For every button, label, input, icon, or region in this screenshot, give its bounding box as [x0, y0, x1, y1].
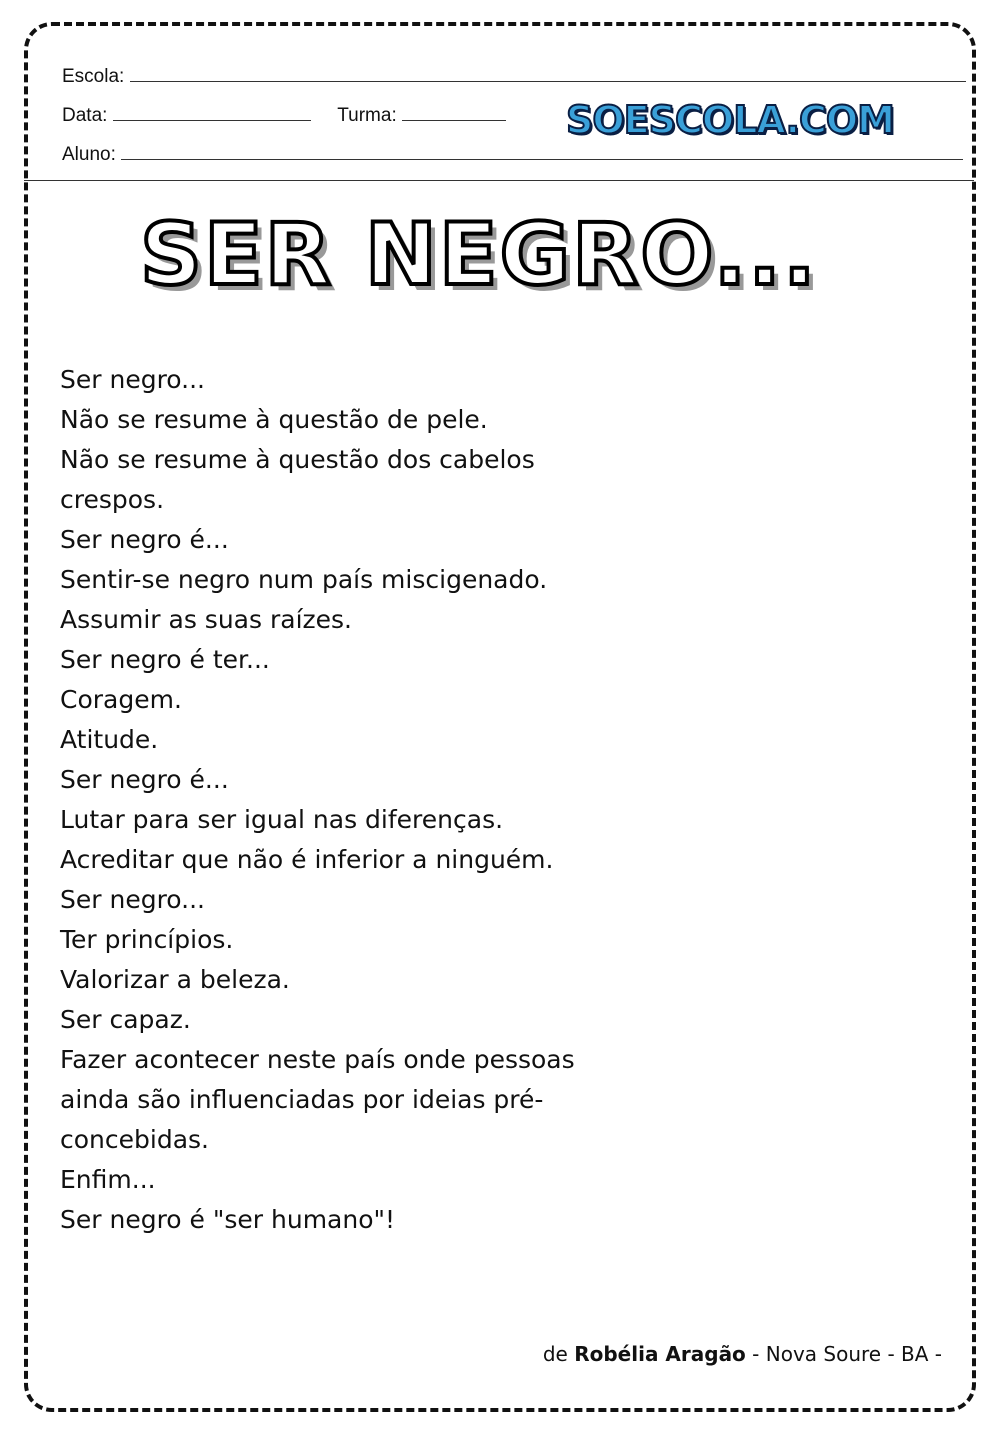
poem-line: Valorizar a beleza.	[60, 965, 290, 994]
poem-body	[60, 360, 680, 1240]
poem-line: Acreditar que não é inferior a ninguém.	[60, 845, 554, 874]
poem-line: ainda são influenciadas por ideias pré-	[60, 1085, 544, 1114]
poem-line: Ter princípios.	[60, 925, 234, 954]
author-name: Robélia Aragão	[574, 1342, 746, 1366]
poem-line: Lutar para ser igual nas diferenças.	[60, 805, 504, 834]
escola-field[interactable]	[130, 81, 966, 82]
turma-label: Turma:	[337, 105, 397, 126]
author-credit	[543, 1342, 942, 1366]
poem-line: Ser negro é "ser humano"!	[60, 1205, 396, 1234]
poem-line: Enfim...	[60, 1165, 156, 1194]
poem-line: Não se resume à questão de pele.	[60, 405, 488, 434]
poem-line: Não se resume à questão dos cabelos	[60, 445, 535, 474]
data-field[interactable]	[113, 120, 311, 121]
soescola-logo: SOESCOLA.COM	[566, 98, 894, 142]
escola-row	[62, 66, 966, 88]
poem-line: Ser negro...	[60, 365, 205, 394]
aluno-label: Aluno:	[62, 144, 116, 165]
poem-line: Ser negro é...	[60, 525, 229, 554]
data-row	[62, 105, 506, 127]
poem-line: Ser negro é ter...	[60, 645, 270, 674]
poem-line: Ser negro é...	[60, 765, 229, 794]
poem-line: Coragem.	[60, 685, 182, 714]
aluno-row	[62, 144, 963, 166]
poem-line: Sentir-se negro num país miscigenado.	[60, 565, 548, 594]
poem-line: concebidas.	[60, 1125, 209, 1154]
turma-field[interactable]	[402, 120, 506, 121]
escola-label: Escola:	[62, 66, 125, 87]
poem-line: crespos.	[60, 485, 165, 514]
aluno-field[interactable]	[121, 159, 963, 160]
poem-line: Assumir as suas raízes.	[60, 605, 352, 634]
poem-line: Ser capaz.	[60, 1005, 191, 1034]
author-place: - Nova Soure - BA -	[752, 1342, 942, 1366]
poem-line: Fazer acontecer neste país onde pessoas	[60, 1045, 575, 1074]
data-label: Data:	[62, 105, 108, 126]
header-divider	[24, 180, 974, 181]
page-title: SER NEGRO...	[140, 205, 818, 305]
poem-line: Atitude.	[60, 725, 159, 754]
poem-line: Ser negro...	[60, 885, 205, 914]
credit-prefix: de	[542, 1342, 568, 1366]
